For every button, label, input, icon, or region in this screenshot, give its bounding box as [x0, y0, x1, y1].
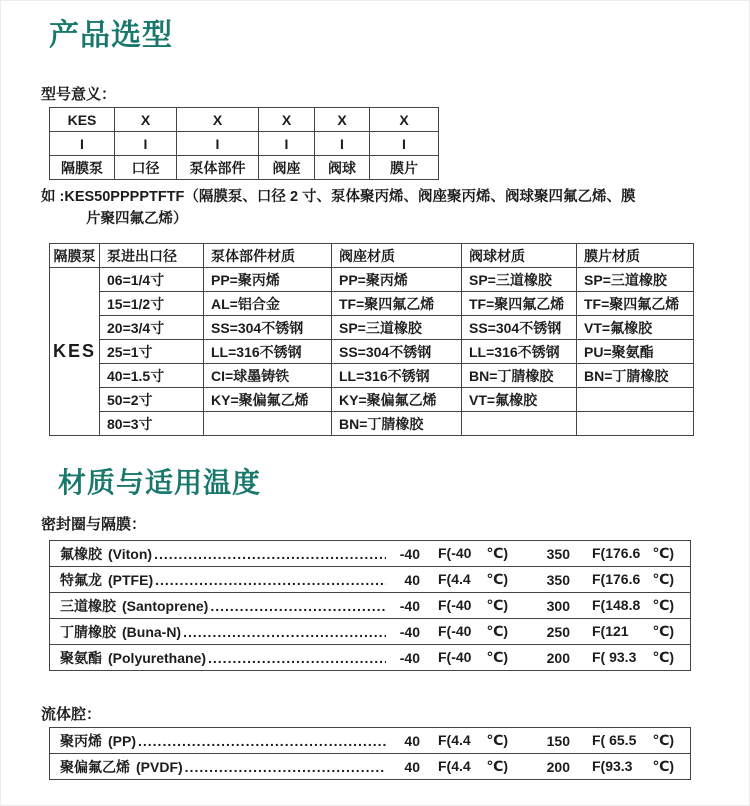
model-cell: I — [50, 132, 115, 156]
dot-leader — [155, 572, 386, 588]
fluid-chamber-label: 流体腔： — [41, 706, 102, 723]
model-cell: 阀球 — [315, 156, 370, 180]
min-temp-f: -40 — [399, 649, 420, 666]
table-row — [50, 412, 694, 436]
ball-material-cell: LL=316不锈钢 — [462, 340, 577, 364]
series-label-kes: KES — [50, 268, 100, 436]
dot-leader — [183, 624, 386, 640]
material-name-en: (Santoprene) — [122, 597, 209, 614]
material-name: 聚偏氟乙烯 — [60, 758, 130, 775]
model-cell: X — [315, 108, 370, 132]
max-temp-f: 250 — [546, 623, 570, 640]
body-material-cell — [204, 412, 332, 436]
seal-diaphragm-label: 密封圈与隔膜： — [41, 516, 147, 533]
port-size-cell: 40=1.5寸 — [100, 364, 204, 388]
max-temp-f: 300 — [546, 597, 570, 614]
body-material-cell: AL=铝合金 — [204, 292, 332, 316]
header-ball-material: 阀球材质 — [462, 244, 577, 268]
table-row — [50, 340, 694, 364]
seat-material-cell: PP=聚丙烯 — [332, 268, 462, 292]
material-name-en: (Buna-N) — [122, 623, 182, 640]
seat-material-cell: KY=聚偏氟乙烯 — [332, 388, 462, 412]
model-example-text — [41, 186, 749, 230]
material-name: 三道橡胶 — [60, 597, 116, 614]
model-code-row — [50, 108, 439, 132]
model-cell: I — [259, 132, 315, 156]
port-size-cell: 06=1/4寸 — [100, 268, 204, 292]
model-cell: I — [315, 132, 370, 156]
port-size-cell: 25=1寸 — [100, 340, 204, 364]
temp-row — [50, 566, 690, 592]
seat-material-cell: SS=304不锈钢 — [332, 340, 462, 364]
max-temp-f: 200 — [546, 649, 570, 666]
model-cell: 隔膜泵 — [50, 156, 115, 180]
ball-material-cell: BN=丁腈橡胶 — [462, 364, 577, 388]
max-temp-celsius: F(176.6 ℃) — [592, 571, 674, 587]
dot-leader — [208, 650, 386, 666]
max-temp-f: 150 — [546, 732, 570, 749]
model-cell: 膜片 — [370, 156, 439, 180]
table-row — [50, 388, 694, 412]
port-size-cell: 20=3/4寸 — [100, 316, 204, 340]
min-temp-f: -40 — [399, 545, 420, 562]
material-name: 聚氨酯 — [60, 649, 102, 666]
body-material-cell: SS=304不锈钢 — [204, 316, 332, 340]
model-cell: 口径 — [115, 156, 177, 180]
max-temp-celsius: F(121 ℃) — [592, 623, 674, 639]
min-temp-f: -40 — [399, 623, 420, 640]
model-cell: 泵体部件 — [177, 156, 259, 180]
max-temp-celsius: F(148.8 ℃) — [592, 597, 674, 613]
model-cell: I — [115, 132, 177, 156]
body-material-cell: KY=聚偏氟乙烯 — [204, 388, 332, 412]
material-name-en: (Polyurethane) — [108, 649, 207, 666]
min-temp-celsius: F(-40 ℃) — [438, 545, 508, 561]
fluid-temperature-table — [49, 727, 691, 780]
diaphragm-material-cell: TF=聚四氟乙烯 — [577, 292, 694, 316]
model-cell: X — [177, 108, 259, 132]
material-name: 丁腈橡胶 — [60, 623, 116, 640]
ball-material-cell: TF=聚四氟乙烯 — [462, 292, 577, 316]
section-title-material-temperature: 材质与适用温度 — [58, 467, 262, 498]
port-size-cell: 50=2寸 — [100, 388, 204, 412]
material-name-en: (Viton) — [108, 545, 153, 562]
body-material-cell: PP=聚丙烯 — [204, 268, 332, 292]
temp-row — [50, 644, 690, 670]
temp-row — [50, 618, 690, 644]
dot-leader — [138, 733, 386, 749]
min-temp-celsius: F(4.4 ℃) — [438, 732, 508, 748]
port-size-cell: 15=1/2寸 — [100, 292, 204, 316]
model-cell: 阀座 — [259, 156, 315, 180]
min-temp-f: 40 — [404, 732, 420, 749]
seat-material-cell: TF=聚四氟乙烯 — [332, 292, 462, 316]
diaphragm-material-cell: VT=氟橡胶 — [577, 316, 694, 340]
dot-leader — [154, 546, 386, 562]
table-row — [50, 292, 694, 316]
diaphragm-material-cell — [577, 412, 694, 436]
section-title-product-selection: 产品选型 — [49, 19, 173, 52]
model-cell: X — [115, 108, 177, 132]
table-row — [50, 364, 694, 388]
header-port-size: 泵进出口径 — [100, 244, 204, 268]
model-meaning-table — [49, 107, 439, 180]
ball-material-cell: VT=氟橡胶 — [462, 388, 577, 412]
max-temp-f: 350 — [546, 545, 570, 562]
body-material-cell: LL=316不锈钢 — [204, 340, 332, 364]
model-part-row — [50, 156, 439, 180]
model-connector-row — [50, 132, 439, 156]
seat-material-cell: SP=三道橡胶 — [332, 316, 462, 340]
max-temp-f: 200 — [546, 758, 570, 775]
header-diaphragm-material: 膜片材质 — [577, 244, 694, 268]
header-seat-material: 阀座材质 — [332, 244, 462, 268]
min-temp-celsius: F(-40 ℃) — [438, 597, 508, 613]
diaphragm-material-cell: PU=聚氨酯 — [577, 340, 694, 364]
min-temp-f: 40 — [404, 571, 420, 588]
max-temp-celsius: F( 65.5 ℃) — [592, 732, 674, 748]
port-size-cell: 80=3寸 — [100, 412, 204, 436]
material-name-en: (PTFE) — [108, 571, 154, 588]
table-row — [50, 316, 694, 340]
model-cell: X — [259, 108, 315, 132]
diaphragm-material-cell: BN=丁腈橡胶 — [577, 364, 694, 388]
ball-material-cell: SS=304不锈钢 — [462, 316, 577, 340]
ball-material-cell — [462, 412, 577, 436]
diaphragm-material-cell — [577, 388, 694, 412]
product-selection-table — [49, 243, 694, 436]
model-cell: KES — [50, 108, 115, 132]
dot-leader — [210, 598, 386, 614]
min-temp-f: 40 — [404, 758, 420, 775]
max-temp-celsius: F( 93.3 ℃) — [592, 649, 674, 665]
selection-header-row — [50, 244, 694, 268]
seat-material-cell: BN=丁腈橡胶 — [332, 412, 462, 436]
header-diaphragm-pump: 隔膜泵 — [50, 244, 100, 268]
max-temp-celsius: F(176.6 ℃) — [592, 545, 674, 561]
material-name: 氟橡胶 — [60, 545, 102, 562]
seal-temperature-table — [49, 540, 691, 671]
model-meaning-label: 型号意义： — [41, 86, 117, 103]
min-temp-celsius: F(4.4 ℃) — [438, 571, 508, 587]
temp-row — [50, 592, 690, 618]
temp-row — [50, 541, 690, 566]
min-temp-celsius: F(-40 ℃) — [438, 649, 508, 665]
material-name: 聚丙烯 — [60, 732, 102, 749]
max-temp-celsius: F(93.3 ℃) — [592, 758, 674, 774]
model-example-line2: 片聚四氟乙烯） — [86, 211, 188, 227]
header-body-material: 泵体部件材质 — [204, 244, 332, 268]
temp-row — [50, 753, 690, 779]
model-example-line1: 如 :KES50PPPPTFTF（隔膜泵、口径 2 寸、泵体聚丙烯、阀座聚丙烯、阀球聚四氟乙烯、膜 — [41, 189, 636, 205]
ball-material-cell: SP=三道橡胶 — [462, 268, 577, 292]
temp-row — [50, 728, 690, 753]
min-temp-f: -40 — [399, 597, 420, 614]
material-name: 特氟龙 — [60, 571, 102, 588]
material-name-en: (PVDF) — [136, 758, 183, 775]
model-cell: I — [177, 132, 259, 156]
model-cell: I — [370, 132, 439, 156]
model-cell: X — [370, 108, 439, 132]
dot-leader — [185, 759, 386, 775]
material-name-en: (PP) — [108, 732, 136, 749]
table-row — [50, 268, 694, 292]
min-temp-celsius: F(-40 ℃) — [438, 623, 508, 639]
max-temp-f: 350 — [546, 571, 570, 588]
min-temp-celsius: F(4.4 ℃) — [438, 758, 508, 774]
diaphragm-material-cell: SP=三道橡胶 — [577, 268, 694, 292]
body-material-cell: CI=球墨铸铁 — [204, 364, 332, 388]
seat-material-cell: LL=316不锈钢 — [332, 364, 462, 388]
